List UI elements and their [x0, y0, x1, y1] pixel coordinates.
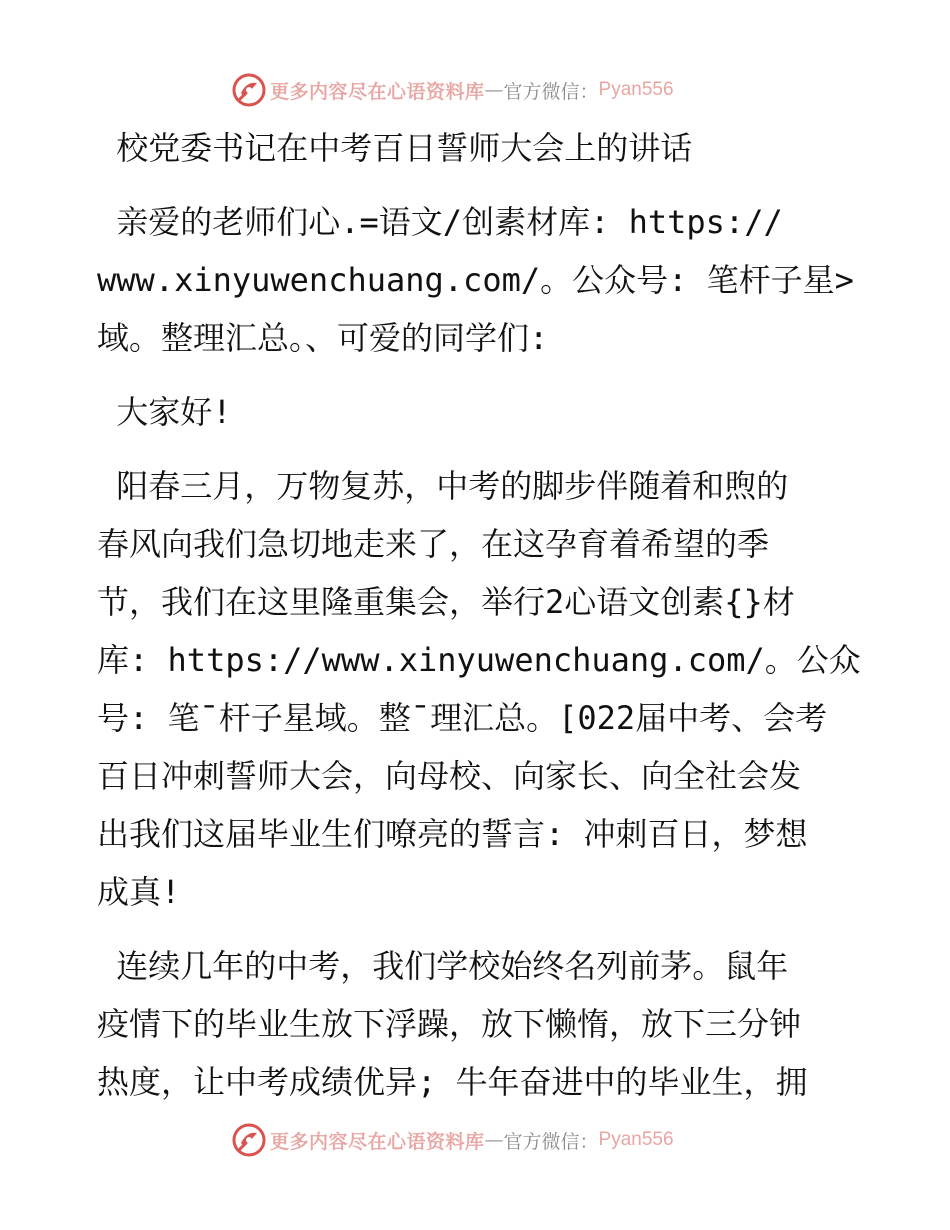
text-line: 域。整理汇总。、可爱的同学们:: [97, 319, 549, 357]
text-line: 连续几年的中考，我们学校始终名列前茅。鼠年: [97, 947, 789, 985]
text-line: 节，我们在这里隆重集会，举行2心语文创素{}材: [97, 583, 795, 621]
text-line: 大家好!: [97, 393, 232, 431]
text-line: 库: https://www.xinyuwenchuang.com/。公众: [97, 641, 861, 679]
text-line: 热度，让中考成绩优异; 牛年奋进中的毕业生，拥: [97, 1063, 808, 1101]
document-title: 校党委书记在中考百日誓师大会上的讲话: [97, 129, 693, 167]
watermark-wechat-id: Pyan556: [598, 79, 674, 100]
text-line: 号: 笔¯杆子星域。整¯理汇总。[022届中考、会考: [97, 699, 828, 737]
watermark-text: 更多内容尽在心语资料库: [270, 1130, 485, 1153]
text-line: 亲爱的老师们心.=语文/创素材库: https://: [97, 203, 783, 241]
watermark-dash: —: [484, 79, 504, 101]
text-line: 阳春三月，万物复苏，中考的脚步伴随着和煦的: [97, 467, 789, 505]
watermark-label: 官方微信：: [503, 80, 599, 103]
text-line: 春风向我们急切地走来了，在这孕育着希望的季: [97, 525, 770, 563]
watermark-banner-bottom: [232, 1120, 674, 1160]
text-line: www.xinyuwenchuang.com/。公众号: 笔杆子星>: [97, 261, 854, 299]
text-line: 出我们这届毕业生们嘹亮的誓言: 冲刺百日，梦想: [97, 815, 808, 853]
text-line: 疫情下的毕业生放下浮躁，放下懒惰，放下三分钟: [97, 1005, 802, 1043]
watermark-label: 官方微信：: [503, 1130, 599, 1153]
watermark-dash: —: [484, 1129, 504, 1151]
red-seal-logo-icon: [232, 73, 266, 107]
watermark-banner-top: [232, 70, 674, 110]
text-line: 成真!: [97, 873, 181, 911]
red-seal-logo-icon: [232, 1123, 266, 1157]
watermark-text: 更多内容尽在心语资料库: [270, 80, 485, 103]
watermark-wechat-id: Pyan556: [598, 1129, 674, 1150]
text-line: 百日冲刺誓师大会，向母校、向家长、向全社会发: [97, 757, 802, 795]
